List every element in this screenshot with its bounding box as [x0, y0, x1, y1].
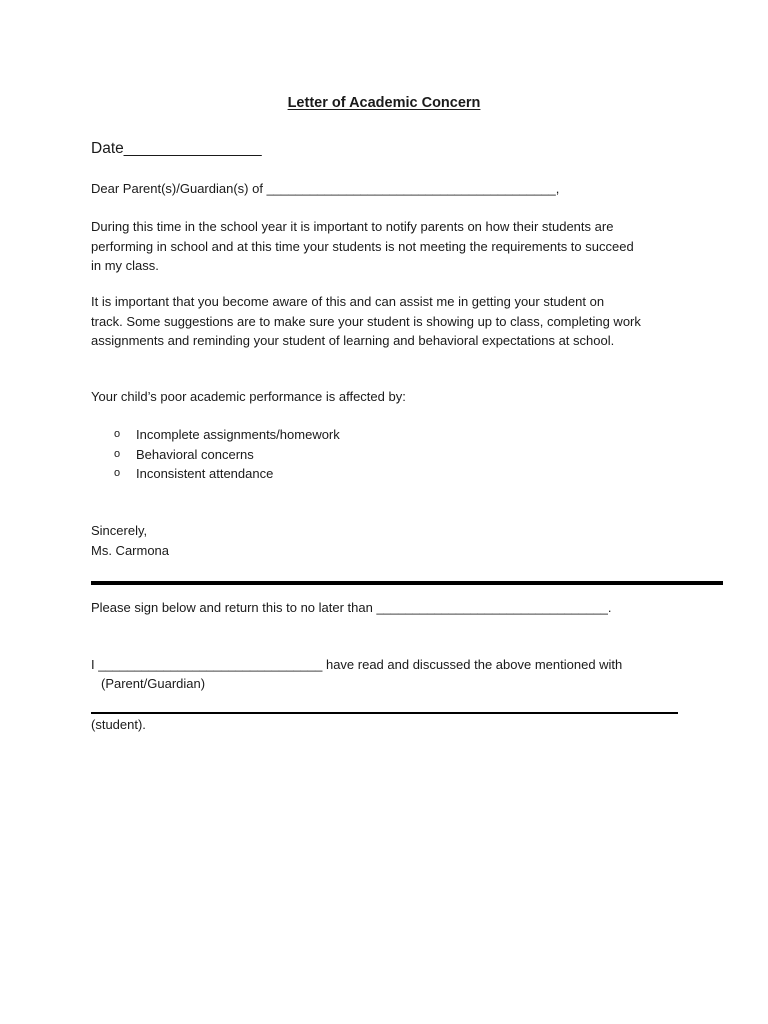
concern-text: Inconsistent attendance: [136, 466, 274, 481]
acknowledgement-line: I _______________________________ have read and discussed the above mentioned with: [91, 657, 623, 672]
bullet-marker: o: [114, 428, 121, 440]
section-divider: [91, 581, 723, 585]
concern-text: Behavioral concerns: [136, 446, 254, 462]
paragraph-line: It is important that you become aware of this and can assist me in getting your student on: [91, 294, 605, 309]
paragraph-line: assignments and reminding your student of learning and behavioral expectations at school.: [91, 333, 615, 348]
bullet-marker: o: [114, 467, 121, 479]
student-signature-line: [91, 712, 678, 714]
paragraph-line: track. Some suggestions are to make sure your student is showing up to class, completing work: [91, 313, 641, 329]
paragraph-notification: [91, 217, 691, 276]
salutation: Dear Parent(s)/Guardian(s) of ________________________________________,: [91, 181, 560, 196]
bullet-marker: o: [114, 447, 121, 460]
list-item: [91, 425, 340, 445]
list-item: [91, 464, 340, 484]
paragraph-line: performing in school and at this time your students is not meeting the requirements to succeed: [91, 238, 634, 254]
affected-intro: Your child’s poor academic performance is affected by:: [91, 389, 406, 404]
signer-name: Ms. Carmona: [91, 543, 170, 558]
paragraph-line: in my class.: [91, 258, 159, 273]
concerns-list: [91, 425, 340, 484]
paragraph-suggestions: [91, 292, 691, 351]
parent-guardian-caption: (Parent/Guardian): [101, 676, 206, 691]
date-line: Date________________: [91, 140, 262, 157]
letter-title: Letter of Academic Concern: [287, 95, 481, 111]
closing: Sincerely,: [91, 523, 148, 538]
paragraph-line: During this time in the school year it is important to notify parents on how their students are: [91, 219, 614, 234]
list-item: [91, 445, 340, 465]
student-caption: (student).: [91, 717, 146, 732]
concern-text: Incomplete assignments/homework: [136, 427, 340, 442]
return-instruction: Please sign below and return this to no later than ________________________________.: [91, 600, 612, 615]
